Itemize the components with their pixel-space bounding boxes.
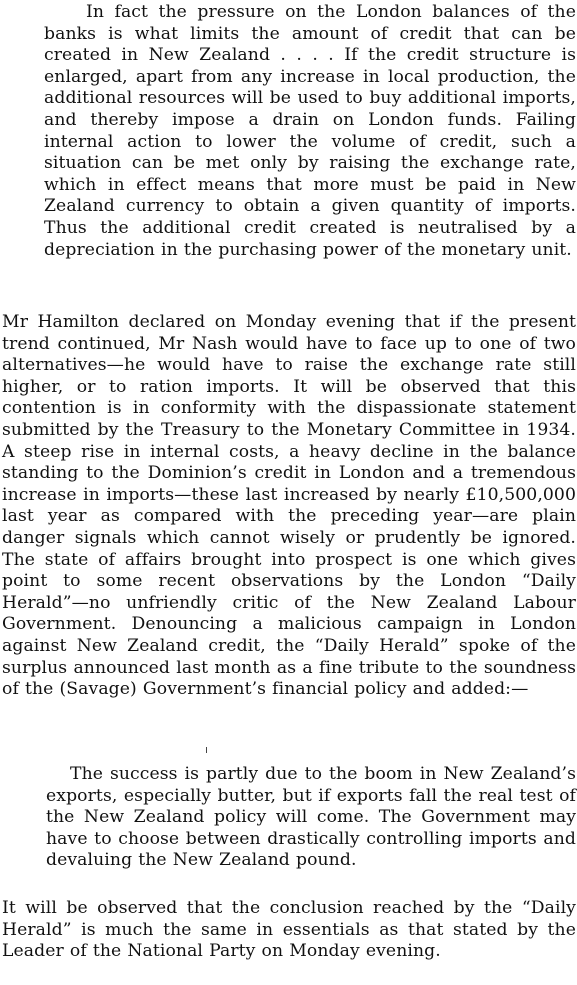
treasury-quote-paragraph: In fact the pressure on the London balances of the banks is what limits the amount of credit that can be created in New Zealand . . . . If the credit structure is enlarged, apart from any increase in local production, the additional resources will be used to buy additional imports, and thereby impose a drain on London funds. Failing internal action to lower the volume of credit, such a situation can be met only by raising the exchange rate, which in effect means that more must be paid in New Zealand currency to obtain a given quantity of imports. Thus the additional credit created is neutralised by a depreciation in the purchasing power of the monetary unit. [44,2,576,260]
print-mark [206,747,207,753]
closing-paragraph: It will be observed that the conclusion reached by the “Daily Herald” is much the same in essentials as that stated by the Leader of the National Party on Monday evening. [2,898,576,962]
body-paragraph: Mr Hamilton declared on Monday evening that if the present trend continued, Mr Nash would have to face up to one of two alternatives—he would have to raise the exchange rate still higher, or to ration imports. It will be observed that this contention is in conformity with the dispassionate statement submitted by the Treasury to the Monetary Committee in 1934. A steep rise in internal costs, a heavy decline in the balance standing to the Dominion’s credit in London and a tremendous increase in imports—these last increased by nearly £10,500,000 last year as compared with the preceding year—are plain danger signals which cannot wisely or prudently be ignored. The state of affairs brought into prospect is one which gives point to some recent observations by the London “Daily Herald”—no unfriendly critic of the New Zealand Labour Government. Denouncing a malicious campaign in London against New Zealand credit, the “Daily Herald” spoke of the surplus announced last month as a fine tribute to the soundness of the (Savage) Government’s financial policy and added:— [2,312,576,700]
daily-herald-quote-paragraph: The success is partly due to the boom in New Zealand’s exports, especially butter, but if exports fall the real test of the New Zealand policy will come. The Government may have to choose between drastically controlling imports and devaluing the New Zealand pound. [46,764,576,871]
